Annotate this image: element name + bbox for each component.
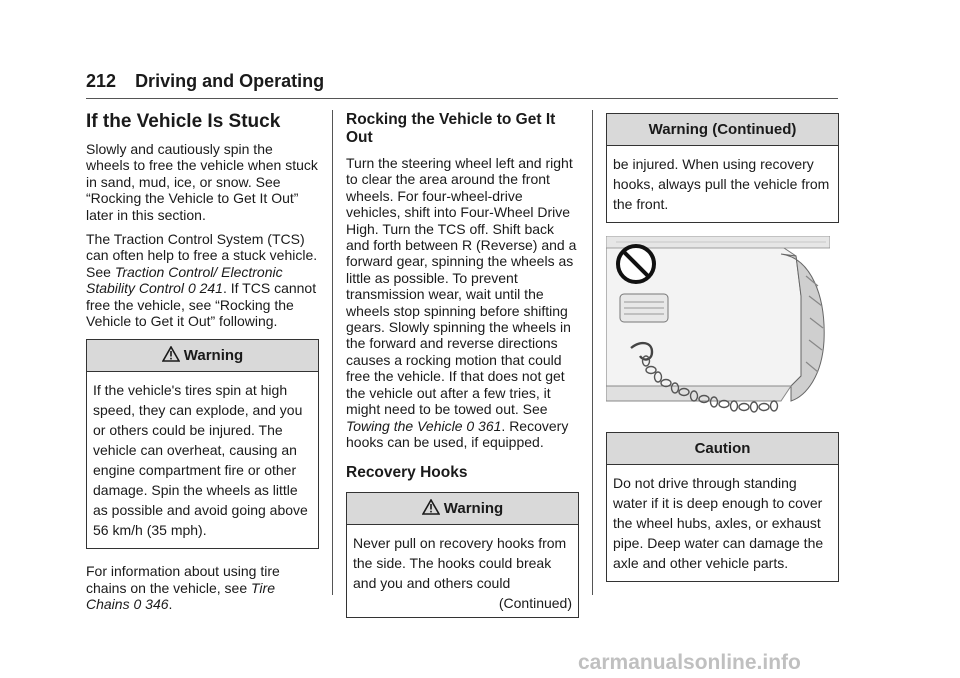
stuck-paragraph-1: Slowly and cautiously spin the wheels to free the vehicle when stuck in sand, mud, ice, or snow. See “Rocking the Vehicle to Get It Out” later in this section. [86, 141, 318, 223]
recovery-hooks-heading: Recovery Hooks [346, 464, 468, 482]
column-2 [346, 111, 579, 618]
warning-box-hooks [346, 492, 579, 618]
column-1 [86, 111, 319, 621]
column-divider-2 [592, 110, 593, 595]
warning-box-header [87, 340, 318, 372]
caution-box [606, 432, 839, 582]
towing-vehicle-link[interactable]: Towing the Vehicle [346, 417, 463, 434]
traction-control-page-ref: 0 241 [187, 280, 223, 297]
tire-chains-page-ref: 0 346 [133, 596, 169, 613]
stuck-paragraph-2: The Traction Control System (TCS) can often help to free a stuck vehicle. See Traction Control/ Electronic Stability Control 0 241. If TCS cannot free the vehicle, see “Rocking the Vehicle to Get it Out” following. [86, 231, 318, 330]
traction-control-link[interactable]: Traction Control/ Electronic Stability Control [86, 263, 283, 297]
warning-box-tires [86, 339, 319, 549]
towing-page-ref: 0 361 [466, 417, 502, 434]
caution-header: Caution [607, 433, 838, 465]
column-3-lower [606, 432, 839, 582]
header-rule [86, 98, 838, 99]
prohibited-icon [618, 246, 654, 282]
continued-label: (Continued) [498, 595, 572, 612]
column-3 [606, 113, 839, 223]
column-divider-1 [332, 110, 333, 595]
tire-chains-paragraph: For information about using tire chains on the vehicle, see Tire Chains 0 346. [86, 563, 280, 613]
warning-title: Warning [443, 500, 504, 518]
warning-text: If the vehicle's tires spin at high speed, they can explode, and you or others could be injured. The vehicle can overheat, causing an engine compartment fire or other damage. Spin the wheels as little as possible and avoid going above 56 km/h (35 mph). [93, 382, 308, 539]
warning-continued-header: Warning (Continued) [607, 114, 838, 146]
warning-continued-box [606, 113, 839, 223]
tire-chains-link[interactable]: Tire Chains [86, 579, 275, 613]
recovery-hook-illustration [606, 236, 830, 414]
warning-triangle-icon [422, 495, 440, 526]
warning-triangle-icon [162, 342, 180, 373]
stuck-heading: If the Vehicle Is Stuck [86, 111, 281, 132]
page-header [86, 71, 324, 92]
rocking-paragraph: Turn the steering wheel left and right to clear the area around the front wheels. For four-wheel-drive vehicles, shift into Four-Wheel Drive High. Turn the TCS off. Shift back and forth between R (Reverse) and a forward gear, spinning the wheels as little as possible. To prevent transmission wear, wait until the wheels stop spinning before shifting gears. Slowly spinning the wheels in the forward and reverse directions causes a rocking motion that could free the vehicle. If that does not get the vehicle out after a few tries, it might need to be towed out. See Towing the Vehicle 0 361. Recovery hooks can be used, if equipped. [346, 155, 577, 450]
rocking-heading: Rocking the Vehicle to Get It Out [346, 111, 556, 146]
warning-box-header [347, 493, 578, 525]
section-title: Driving and Operating [135, 71, 325, 91]
warning-continued-text: be injured. When using recovery hooks, always pull the vehicle from the front. [613, 156, 830, 212]
caution-text: Do not drive through standing water if it is deep enough to cover the wheel hubs, axles, or exhaust pipe. Deep water can damage the axle and other vehicle parts. [613, 475, 824, 571]
page-number: 212 [86, 71, 117, 91]
watermark: carmanualsonline.info [578, 651, 801, 674]
warning-title: Warning [183, 347, 244, 365]
warning-text: Never pull on recovery hooks from the side. The hooks could break and you and others could (Continued) [353, 535, 572, 612]
